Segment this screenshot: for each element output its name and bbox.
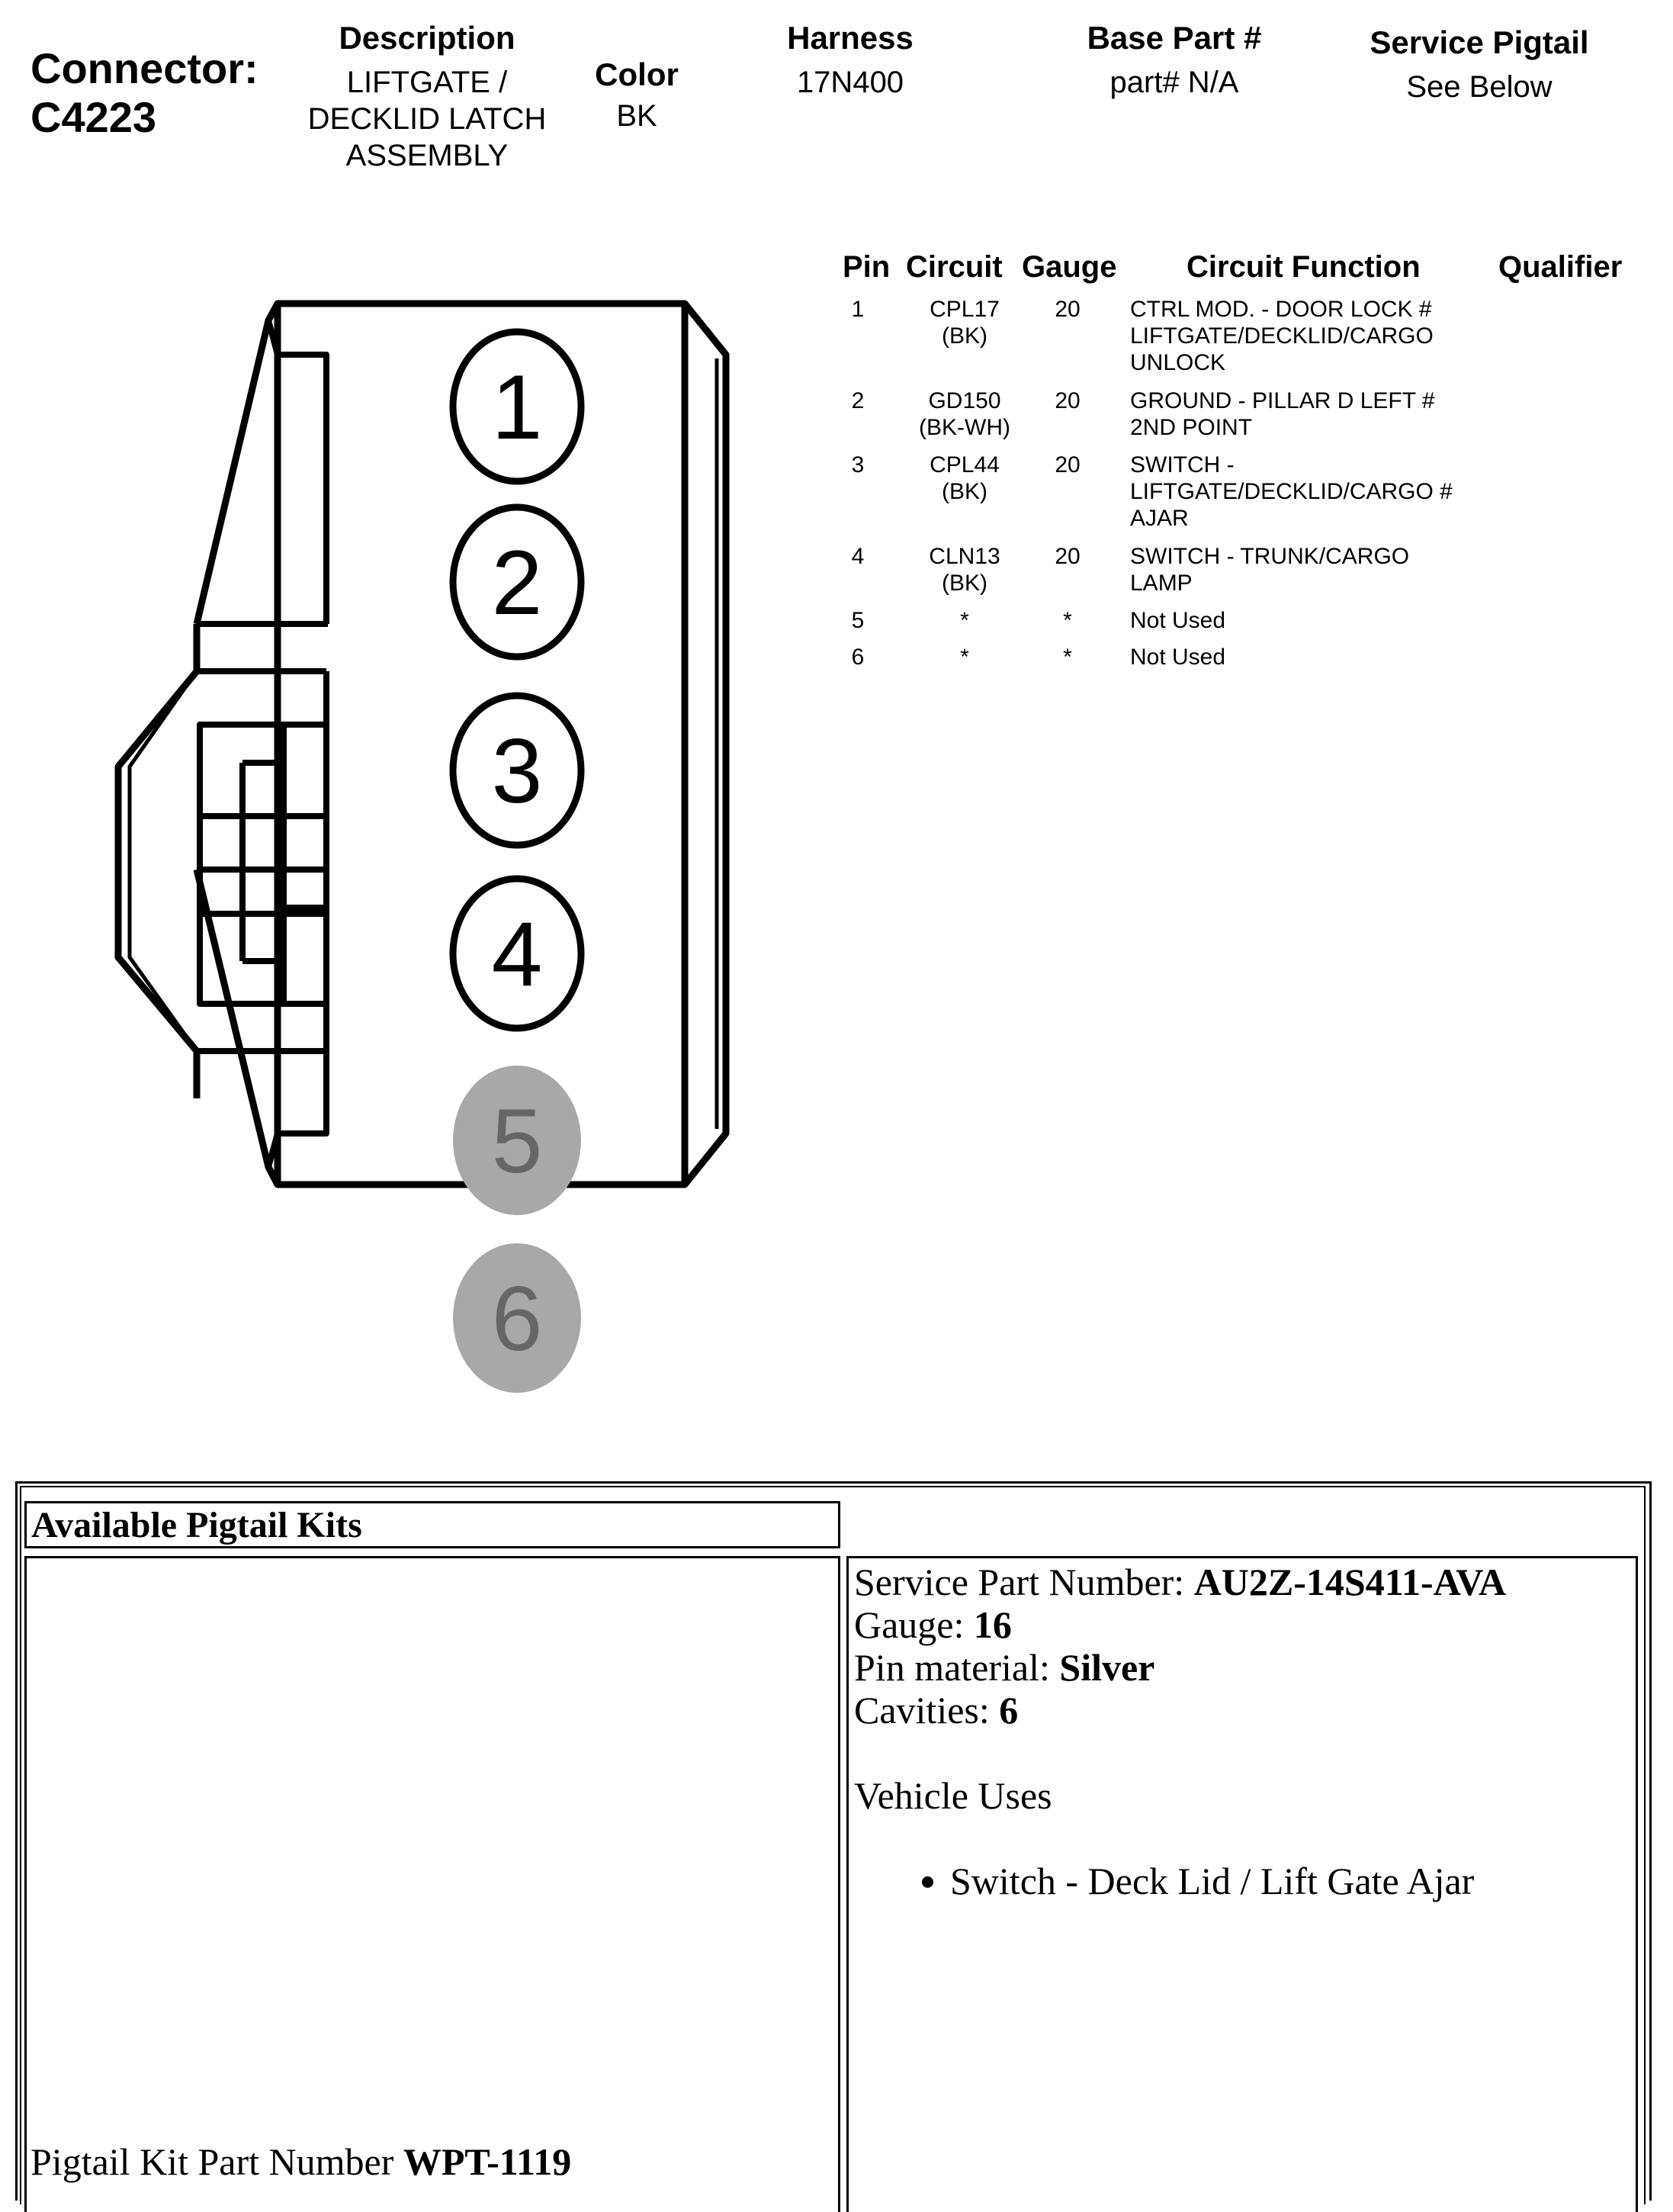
connector-id: C4223 [31, 93, 157, 141]
pin-cell: 2 [851, 388, 865, 413]
pin-cavity-6 [453, 1243, 581, 1393]
service-part-number: Service Part Number: AU2Z-14S411-AVA [854, 1561, 1507, 1603]
gauge-cell: 20 [1055, 297, 1081, 322]
gauge-cell: 20 [1055, 452, 1081, 477]
pin-cell: 6 [851, 645, 865, 670]
circuit-cell: CPL44 (BK) [930, 452, 1000, 504]
description-label: Description [339, 20, 515, 56]
qualifier-header: Qualifier [1498, 250, 1623, 284]
vehicle-uses-label: Vehicle Uses [854, 1774, 1052, 1817]
vehicle-use-item: • Switch - Deck Lid / Lift Gate Ajar [950, 1860, 1632, 1902]
base-part-value: part# N/A [1109, 66, 1239, 99]
gauge-cell: * [1063, 645, 1072, 670]
function-cell: GROUND - PILLAR D LEFT # 2ND POINT [1130, 388, 1435, 440]
harness-column [747, 20, 953, 101]
pin-cavity-1 [453, 332, 581, 481]
service-pigtail-value: See Below [1406, 70, 1553, 104]
gauge-cell: 20 [1055, 544, 1081, 569]
function-cell: CTRL MOD. - DOOR LOCK # LIFTGATE/DECKLID/CARGO UNLOCK [1130, 297, 1434, 375]
circuit-cell: * [960, 608, 969, 633]
circuit-cell: * [960, 645, 969, 670]
gauge-header: Gauge [1022, 250, 1117, 284]
connector-housing [118, 304, 726, 1185]
circuit-header: Circuit [906, 250, 1003, 284]
pin-table [831, 250, 1655, 677]
function-header: Circuit Function [1187, 250, 1421, 284]
pigtail-kit-details [854, 1561, 1632, 1902]
pigtail-kit-left-cell [24, 1556, 840, 2212]
function-cell: SWITCH - TRUNK/CARGO LAMP [1130, 544, 1410, 596]
kit-gauge: Gauge: 16 [854, 1603, 1012, 1646]
service-pigtail-label: Service Pigtail [1370, 24, 1589, 60]
service-pigtail-column [1342, 24, 1617, 105]
pigtail-kits-title-cell [24, 1501, 840, 1548]
function-cell: Not Used [1130, 645, 1226, 670]
vehicle-uses-list [854, 1860, 1632, 1902]
pin-cavity-2 [453, 507, 581, 657]
pin-number: 4 [491, 903, 543, 1005]
pin-header: Pin [843, 250, 891, 284]
function-cell: SWITCH - LIFTGATE/DECKLID/CARGO # AJAR [1130, 452, 1453, 531]
pin-cell: 1 [851, 297, 865, 322]
kit-cavities: Cavities: 6 [854, 1689, 1019, 1731]
circuit-cell: CLN13 (BK) [929, 544, 1000, 596]
pin-cavity-3 [453, 696, 581, 845]
pin-number: 5 [491, 1090, 543, 1192]
connector-label: Connector: [31, 44, 258, 92]
harness-value: 17N400 [796, 66, 904, 99]
gauge-cell: 20 [1055, 388, 1081, 413]
pigtail-kit-part-number: Pigtail Kit Part Number WPT-1119 [31, 2140, 572, 2183]
pin-number: 2 [491, 532, 543, 634]
circuit-cell: GD150 (BK-WH) [919, 388, 1010, 440]
pin-cavity-5 [453, 1066, 581, 1215]
color-value: BK [616, 99, 657, 133]
color-label: Color [595, 56, 679, 92]
function-cell: Not Used [1130, 608, 1226, 633]
pin-number: 1 [491, 356, 543, 458]
circuit-cell: CPL17 (BK) [930, 297, 1000, 349]
pin-number: 6 [491, 1268, 543, 1370]
harness-label: Harness [787, 20, 914, 56]
pin-cell: 4 [851, 544, 865, 569]
pin-cell: 5 [851, 608, 865, 633]
description-value: LIFTGATE / DECKLID LATCH ASSEMBLY [307, 66, 547, 172]
base-part-column [1060, 20, 1289, 101]
kit-pin-material: Pin material: Silver [854, 1646, 1155, 1689]
gauge-cell: * [1063, 608, 1072, 633]
pin-cavities [453, 332, 581, 1393]
connector-diagram [0, 0, 763, 1449]
pin-cavity-4 [453, 879, 581, 1028]
base-part-label: Base Part # [1087, 20, 1262, 56]
pigtail-kits-title: Available Pigtail Kits [31, 1505, 362, 1545]
pin-cell: 3 [851, 452, 865, 477]
pin-number: 3 [491, 720, 543, 822]
